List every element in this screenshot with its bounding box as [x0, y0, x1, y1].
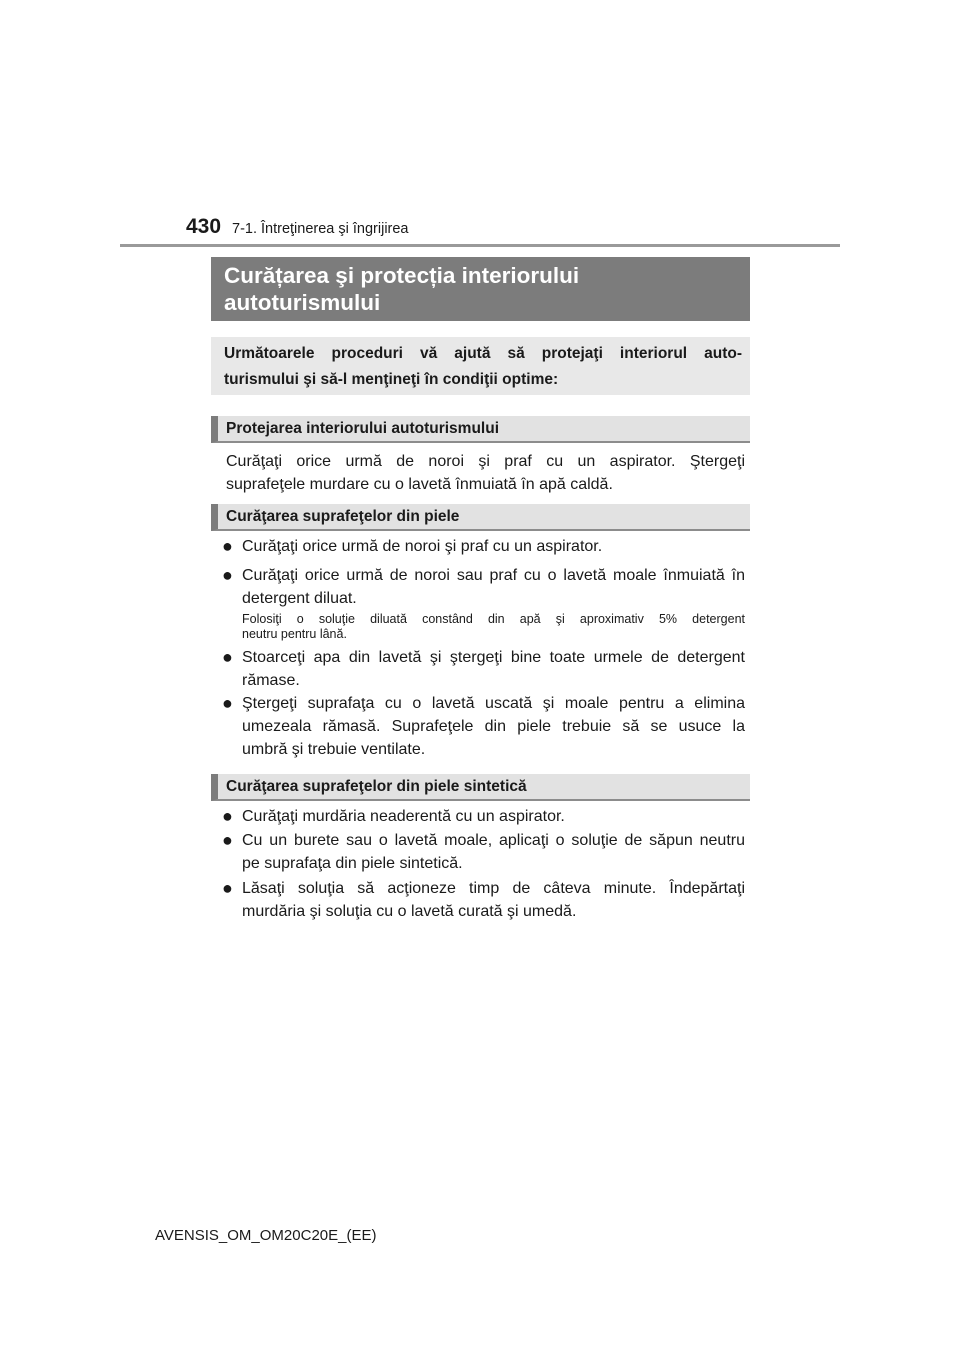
- intro-line: Următoarele proceduri vă ajută să protejaţi interiorul auto-: [224, 345, 742, 362]
- list-item: [222, 877, 745, 923]
- bullet-icon: ●: [222, 693, 233, 713]
- bullet-icon: ●: [222, 536, 233, 556]
- list-item-text: Cu un burete sau o lavetă moale, aplicaţi o soluţie de săpun neutru: [242, 832, 745, 849]
- list-item-text: Curăţaţi orice urmă de noroi sau praf cu o lavetă moale înmuiată în: [242, 567, 745, 584]
- page-title-line: Curățarea şi protecția interiorului: [224, 263, 580, 288]
- list-item-text: Lăsaţi soluţia să acţioneze timp de câteva minute. Îndepărtaţi: [242, 880, 745, 897]
- list-item-text: umbră şi trebuie ventilate.: [242, 741, 426, 758]
- list-item: [222, 564, 745, 610]
- bullet-icon: ●: [222, 565, 233, 585]
- bullet-icon: ●: [222, 806, 233, 826]
- page-title: [211, 257, 750, 321]
- paragraph-line: Curăţaţi orice urmă de noroi şi praf cu un aspirator. Ştergeţi: [226, 453, 745, 470]
- list-item: [222, 805, 745, 828]
- list-item-text: Stoarceţi apa din lavetă şi ştergeţi bine toate urmele de detergent: [242, 649, 745, 666]
- intro-box: [211, 337, 750, 395]
- list-item: [222, 829, 745, 875]
- bullet-icon: ●: [222, 878, 233, 898]
- intro-line: turismului şi să-l menţineţi în condiţii optime:: [224, 371, 559, 388]
- note-line: neutru pentru lână.: [242, 627, 347, 641]
- list-item-text: pe suprafaţa din piele sintetică.: [242, 855, 463, 872]
- header-divider: [120, 244, 840, 247]
- list-item: [222, 646, 745, 692]
- bullet-icon: ●: [222, 830, 233, 850]
- section-heading-protection: Protejarea interiorului autoturismului: [211, 416, 750, 443]
- section-heading-synthetic-leather: Curăţarea suprafeţelor din piele sintetică: [211, 774, 750, 801]
- note-line: Folosiţi o soluţie diluată constând din apă şi aproximativ 5% detergent: [242, 612, 745, 626]
- list-item-text: detergent diluat.: [242, 590, 357, 607]
- list-item-text: Curăţaţi orice urmă de noroi şi praf cu un aspirator.: [242, 538, 603, 555]
- section-reference: 7-1. Întreţinerea şi îngrijirea: [232, 221, 409, 237]
- section-paragraph: [226, 450, 745, 496]
- list-item-text: umezeala rămasă. Suprafeţele din piele trebuie să se usuce la: [242, 718, 745, 735]
- list-item-text: Curăţaţi murdăria neaderentă cu un aspirator.: [242, 808, 565, 825]
- note-text: [242, 612, 745, 642]
- list-item-text: rămase.: [242, 672, 300, 689]
- document-code: AVENSIS_OM_OM20C20E_(EE): [155, 1227, 377, 1244]
- section-heading-leather: Curăţarea suprafeţelor din piele: [211, 504, 750, 531]
- paragraph-line: suprafeţele murdare cu o lavetă înmuiată în apă caldă.: [226, 476, 613, 493]
- page-title-line: autoturismului: [224, 290, 381, 315]
- list-item-text: Ştergeţi suprafaţa cu o lavetă uscată şi moale pentru a elimina: [242, 695, 745, 712]
- bullet-icon: ●: [222, 647, 233, 667]
- page-number: 430: [186, 215, 222, 238]
- list-item: [222, 692, 745, 761]
- list-item-text: murdăria şi soluţia cu o lavetă curată şi umedă.: [242, 903, 577, 920]
- list-item: [222, 535, 745, 558]
